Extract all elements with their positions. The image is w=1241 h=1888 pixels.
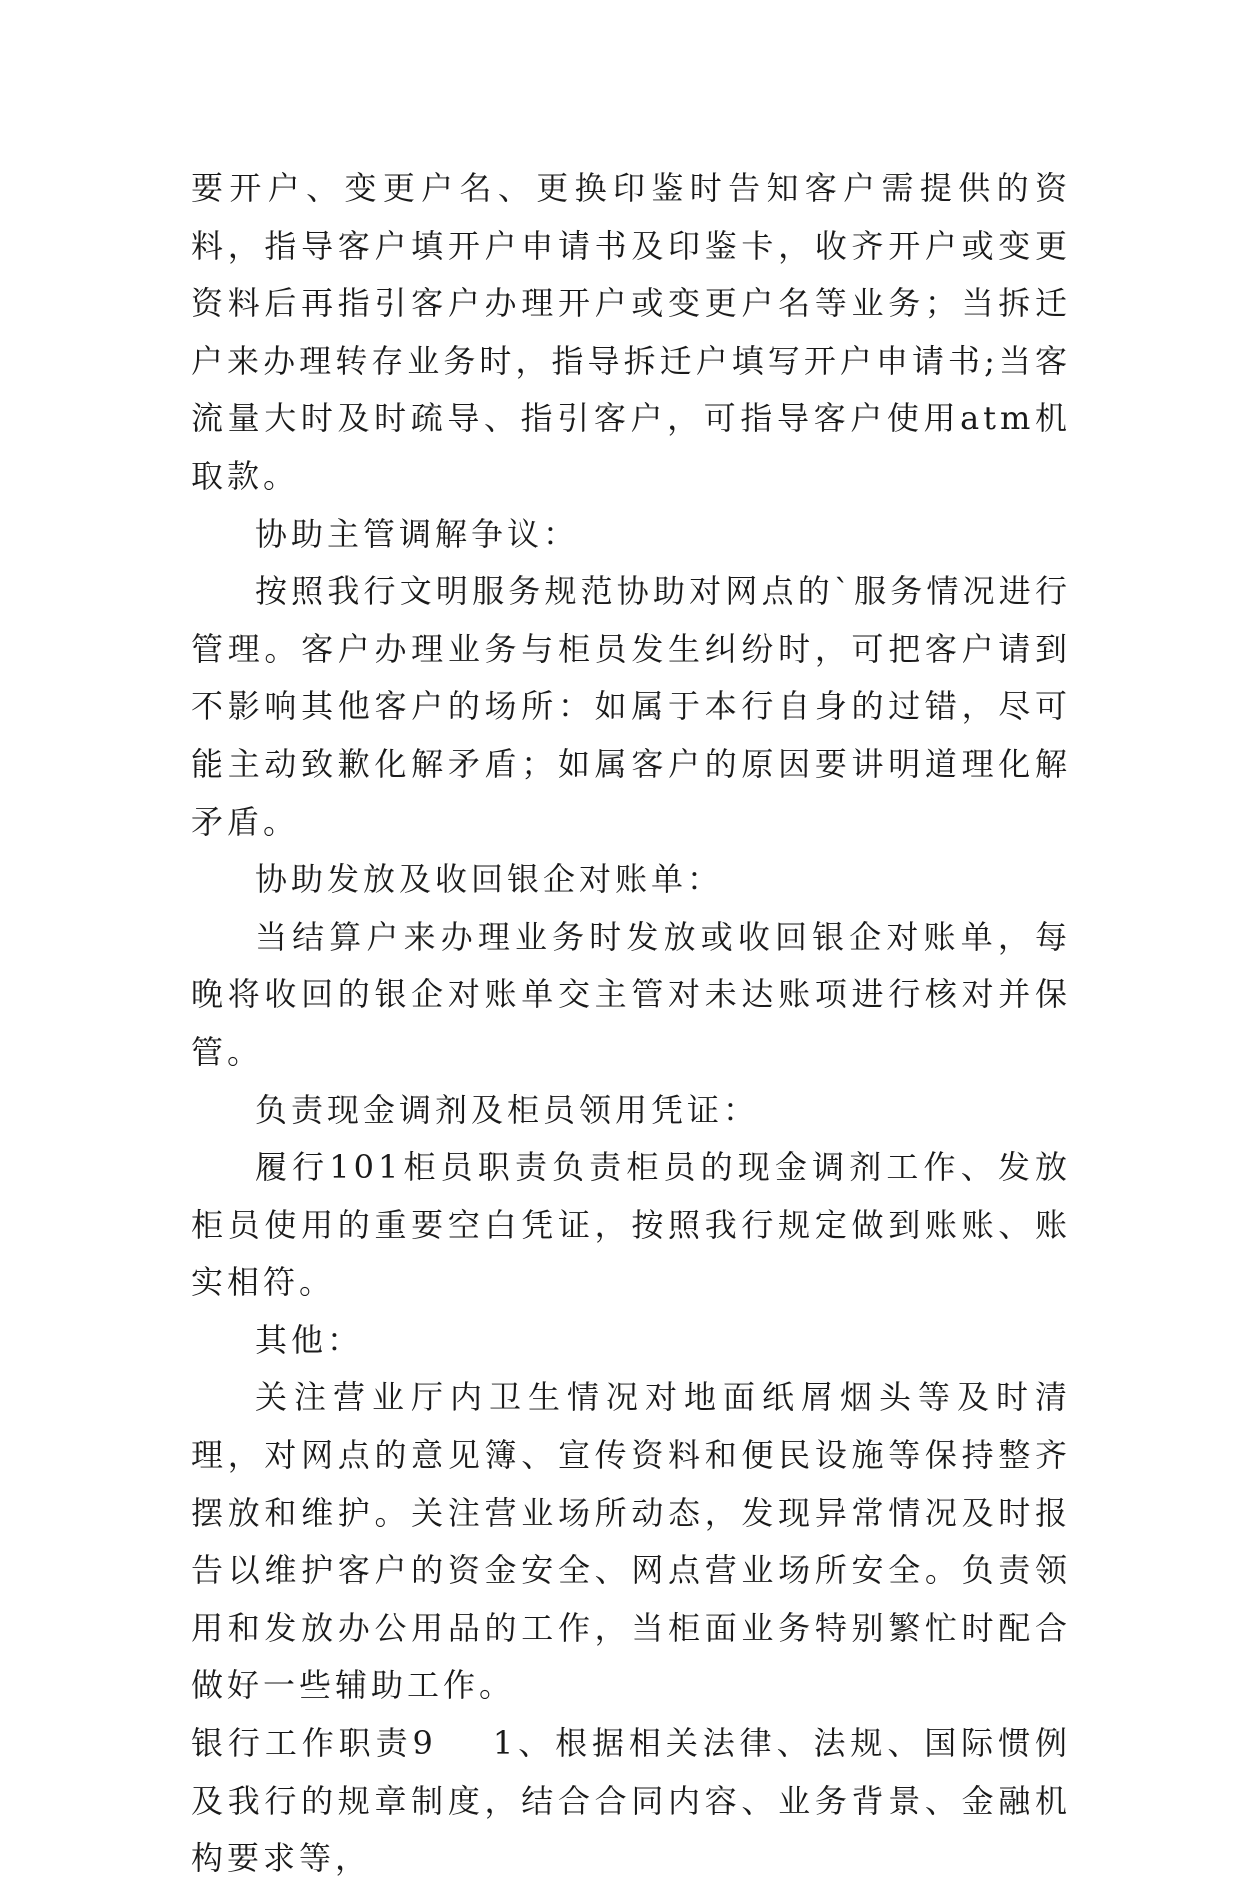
heading-other: 其他： [255,1320,364,1359]
job-duties-section [191,1715,1071,1888]
heading-cash-allocation: 负责现金调剂及柜员领用凭证： [255,1090,760,1129]
paragraph-cash-allocation: 履行101柜员职责负责柜员的现金调剂工作、发放柜员使用的重要空白凭证，按照我行规定做到账账、账实相符。 [191,1148,1071,1302]
heading-statements: 协助发放及收回银企对账单： [255,860,724,899]
heading-mediate-disputes: 协助主管调解争议： [255,514,580,553]
paragraph-statements: 当结算户来办理业务时发放或收回银企对账单，每晚将收回的银企对账单交主管对未达账项进行核对并保管。 [191,917,1071,1071]
paragraph-mediate-disputes: 按照我行文明服务规范协助对网点的`服务情况进行管理。客户办理业务与柜员发生纠纷时，可把客户请到不影响其他客户的场所：如属于本行自身的过错，尽可能主动致歉化解矛盾；如属客户的原因要讲明道理化解矛盾。 [191,572,1071,841]
job-duties-title: 银行工作职责9 [191,1724,437,1763]
paragraph-other: 关注营业厅内卫生情况对地面纸屑烟头等及时清理，对网点的意见簿、宣传资料和便民设施等保持整齐摆放和维护。关注营业场所动态，发现异常情况及时报告以维护客户的资金安全、网点营业场所安全。负责领用和发放办公用品的工作，当柜面业务特别繁忙时配合做好一些辅助工作。 [191,1378,1071,1705]
paragraph-account-guidance: 要开户、变更户名、更换印鉴时告知客户需提供的资料，指导客户填开户申请书及印鉴卡，收齐开户或变更资料后再指引客户办理开户或变更户名等业务；当拆迁户来办理转存业务时，指导拆迁户填写开户申请书;当客流量大时及时疏导、指引客户，可指导客户使用atm机取款。 [191,169,1071,495]
job-duties-text: 1、根据相关法律、法规、国际惯例及我行的规章制度，结合合同内容、业务背景、金融机构要求等， [191,1724,1071,1878]
document-body [191,160,1071,1888]
